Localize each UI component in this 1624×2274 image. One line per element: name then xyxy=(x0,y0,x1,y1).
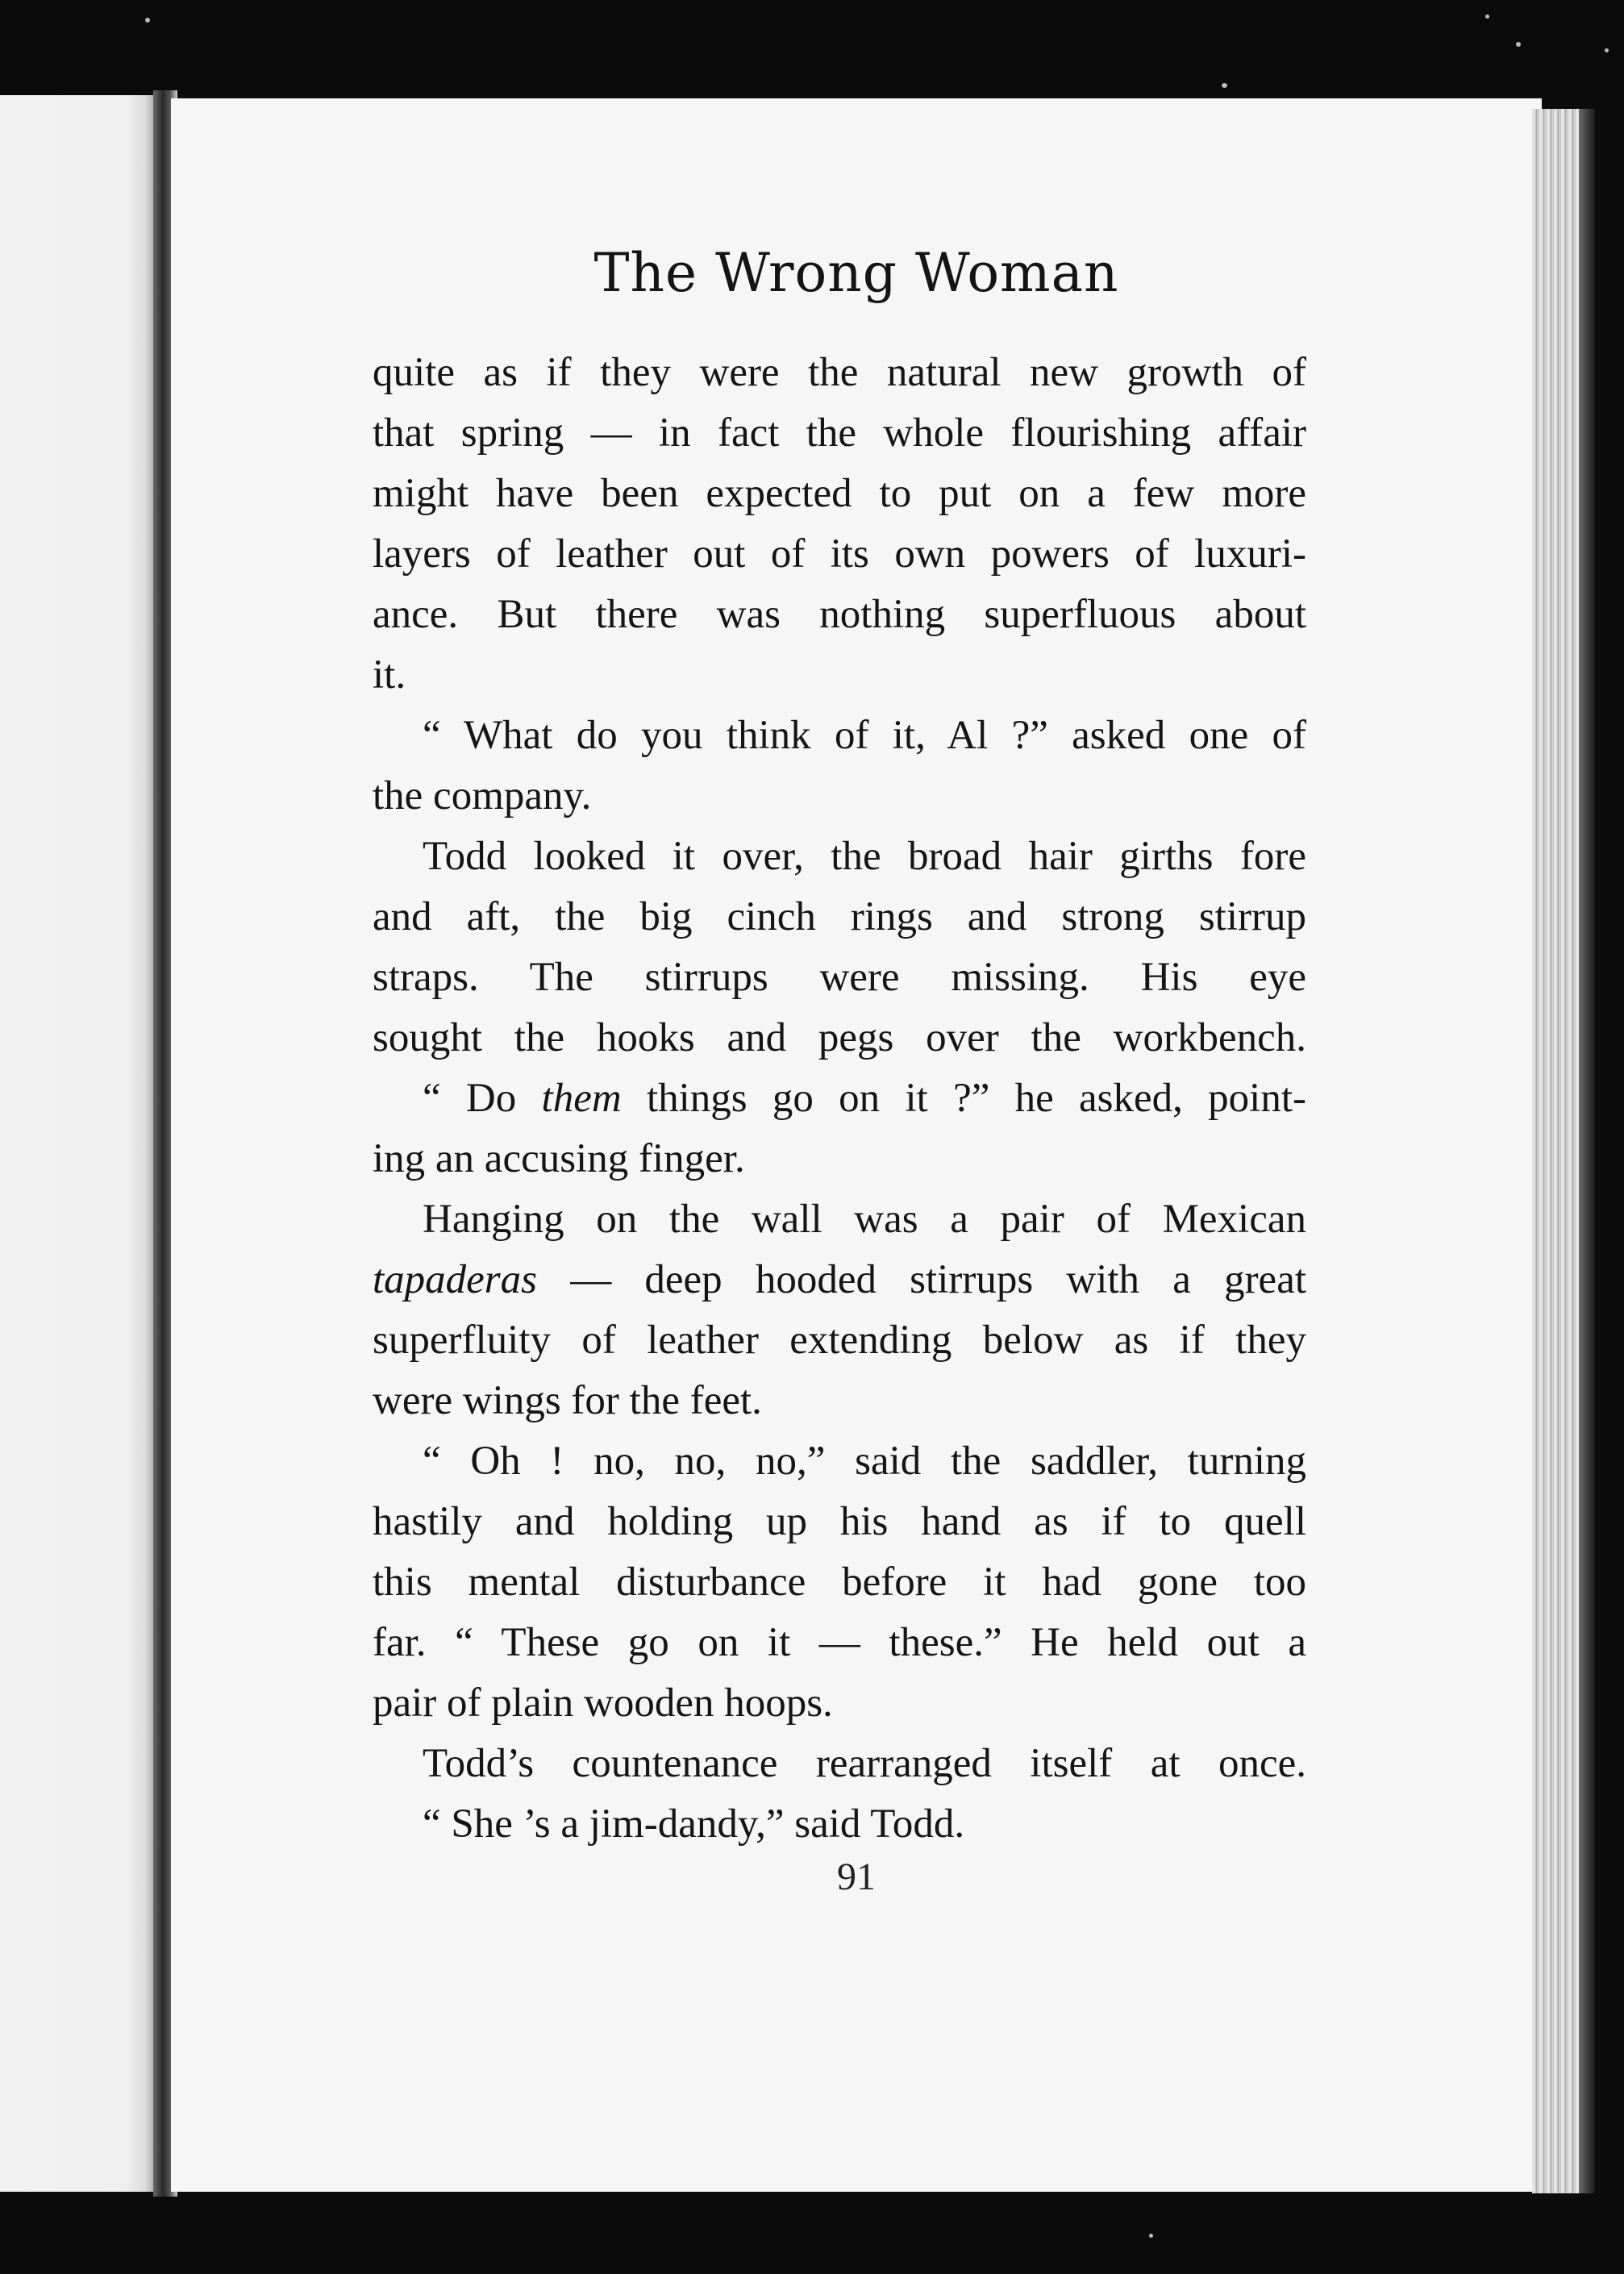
italic-word: them xyxy=(541,1076,622,1121)
text-line: it. xyxy=(373,652,406,698)
text-line: Todd looked it over, the broad hair girths fore xyxy=(423,834,1306,879)
text-line: Todd’s countenance rearranged itself at once. xyxy=(423,1741,1306,1786)
body-text xyxy=(373,343,1306,1855)
dust-speck xyxy=(1222,83,1227,88)
text-line: ing an accusing finger. xyxy=(373,1136,745,1181)
page-edges-shadow xyxy=(1579,109,1595,2193)
text-line xyxy=(373,1068,1306,1129)
text-line: this mental disturbance before it had gone too xyxy=(373,1560,1306,1605)
text-line: that spring — in fact the whole flourishing affair xyxy=(373,410,1306,456)
text-line xyxy=(373,1250,1306,1310)
text-line: far. “ These go on it — these.” He held out a xyxy=(373,1620,1306,1665)
text-line: sought the hooks and pegs over the workbench. xyxy=(373,1015,1306,1060)
text-line: pair of plain wooden hoops. xyxy=(373,1681,833,1726)
dust-speck xyxy=(1149,2234,1153,2238)
page-number: 91 xyxy=(837,1855,876,1898)
text-line: straps. The stirrups were missing. His eye xyxy=(373,955,1306,1000)
text-line: and aft, the big cinch rings and strong stirrup xyxy=(373,894,1306,939)
text-line: “ Oh ! no, no, no,” said the saddler, turning xyxy=(423,1439,1306,1484)
text-line: were wings for the feet. xyxy=(373,1378,762,1423)
text-line: might have been expected to put on a few more xyxy=(373,471,1306,516)
dust-speck xyxy=(1605,48,1609,52)
text-line: the company. xyxy=(373,773,592,818)
text-line: Hanging on the wall was a pair of Mexican xyxy=(423,1197,1306,1242)
text-line: “ What do you think of it, Al ?” asked one of xyxy=(423,713,1306,758)
line-text: — deep hooded stirrups with a great xyxy=(537,1257,1306,1302)
text-line: “ She ’s a jim-dandy,” said Todd. xyxy=(423,1801,965,1847)
text-line: superfluity of leather extending below as if they xyxy=(373,1318,1306,1363)
running-head: The Wrong Woman xyxy=(593,242,1119,304)
text-line: ance. But there was nothing superfluous about xyxy=(373,592,1306,637)
dust-speck xyxy=(145,18,150,23)
line-text: “ Do xyxy=(423,1076,542,1121)
italic-word: tapaderas xyxy=(373,1257,537,1302)
line-text: things go on it ?” he asked, point- xyxy=(621,1076,1306,1121)
left-facing-page xyxy=(0,95,158,2192)
text-line: layers of leather out of its own powers of luxuri- xyxy=(373,531,1306,577)
dust-speck xyxy=(1516,42,1521,47)
text-line: hastily and holding up his hand as if to quell xyxy=(373,1499,1306,1544)
text-line: quite as if they were the natural new growth of xyxy=(373,350,1306,395)
dust-speck xyxy=(1485,15,1489,19)
